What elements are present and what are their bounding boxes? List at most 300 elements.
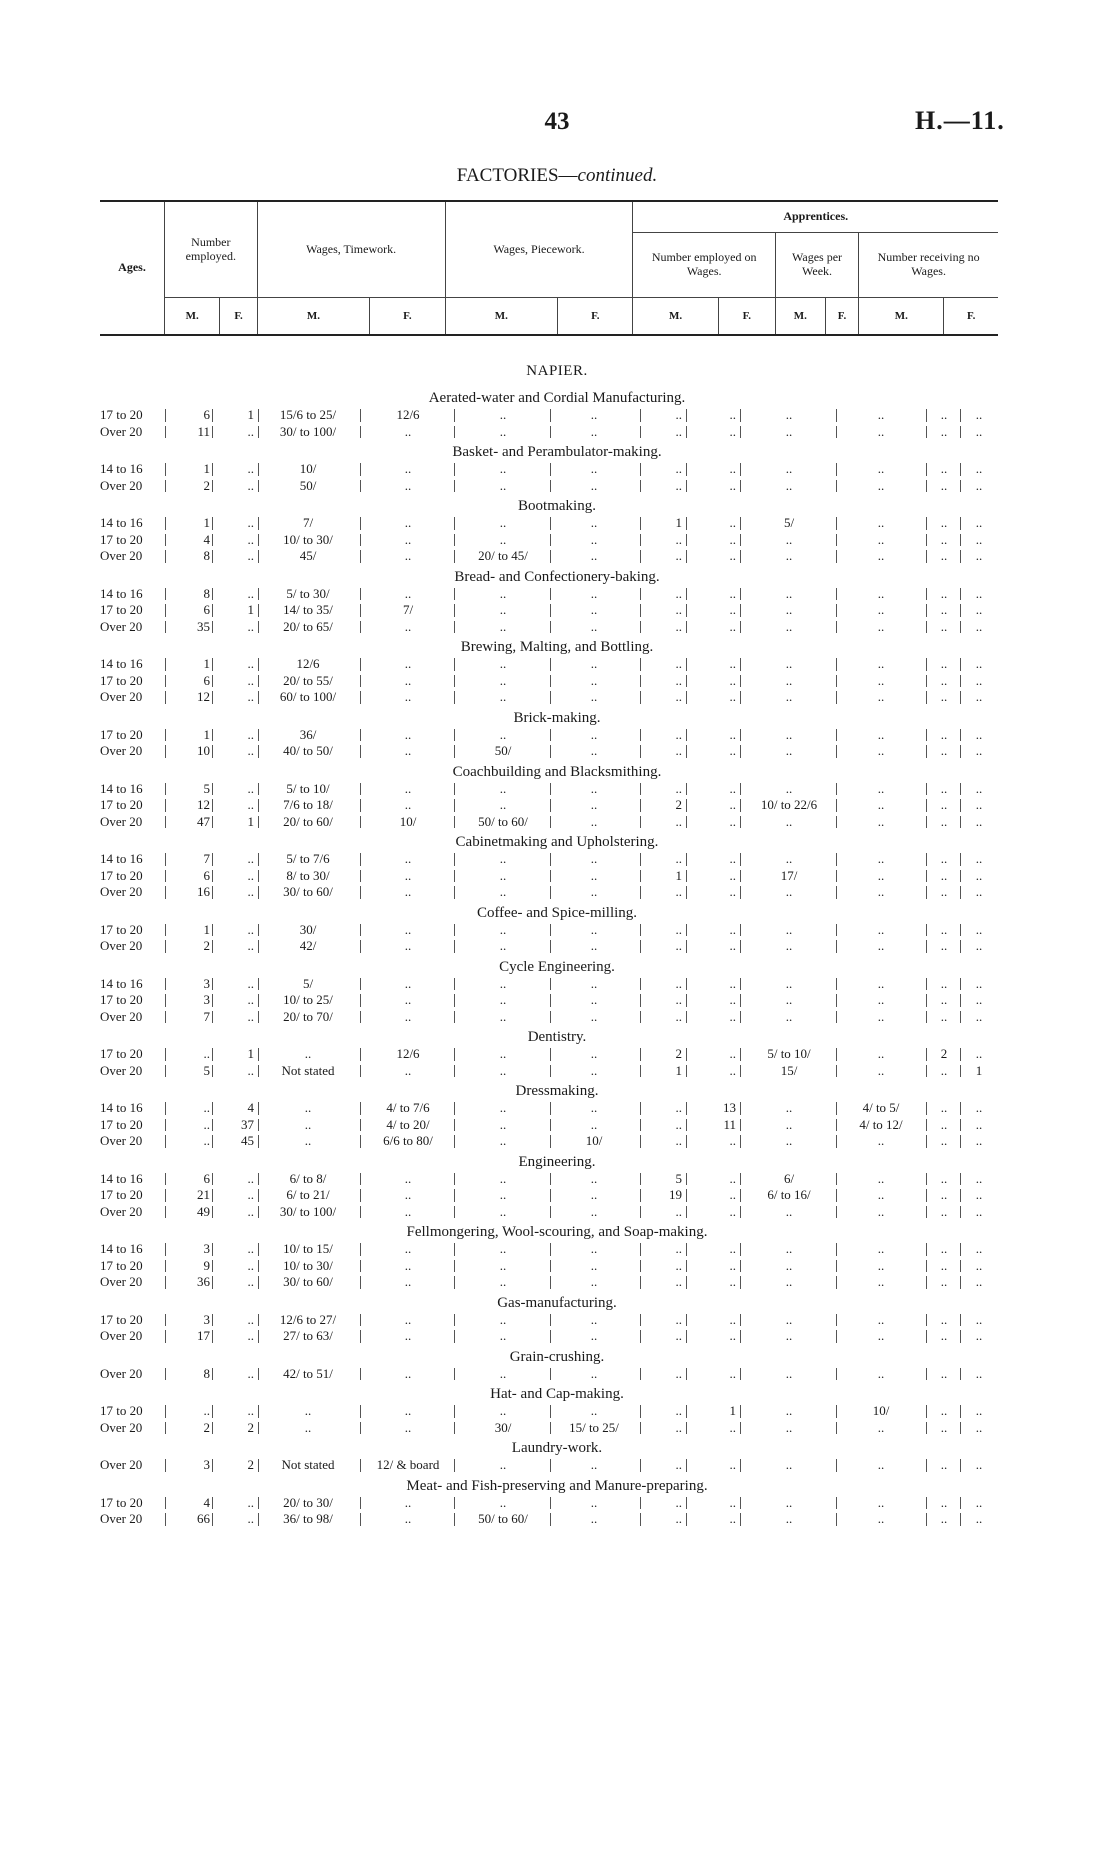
cell-app-f-wages: .. <box>877 407 885 422</box>
cell-m-employed: 49 <box>197 1203 210 1219</box>
cell-f-piecework: .. <box>590 1511 598 1526</box>
cell-app-m-employed: .. <box>675 585 682 601</box>
cell-m-piecework: .. <box>499 938 507 953</box>
cell-f-employed: .. <box>247 585 254 601</box>
column-rule <box>454 658 455 671</box>
column-rule <box>960 816 961 829</box>
cell-f-timework: .. <box>404 1008 412 1024</box>
cell-f-timework: .. <box>404 938 412 953</box>
cell-app-m-wages: .. <box>785 1457 793 1472</box>
column-rule <box>926 1206 927 1219</box>
column-rule <box>360 1119 361 1132</box>
table-row <box>0 1420 1114 1437</box>
industry-title: Meat- and Fish-preserving and Manure-preparing. <box>406 1477 708 1494</box>
cell-app-f-wages: .. <box>877 1257 885 1273</box>
cell-f-employed: .. <box>247 1170 254 1186</box>
cell-app-f-employed: .. <box>729 1511 736 1526</box>
column-rule <box>960 924 961 937</box>
cell-m-employed: 1 <box>203 656 210 671</box>
page-number: 43 <box>544 108 570 135</box>
cell-m-piecework: .. <box>499 726 507 742</box>
column-rule <box>740 994 741 1007</box>
column-rule <box>360 1513 361 1526</box>
column-rule <box>686 621 687 634</box>
cell-m-timework: 60/ to 100/ <box>279 689 337 704</box>
cell-ages: Over 20 <box>100 938 143 953</box>
cell-app-m-no-wages: .. <box>940 1133 948 1148</box>
column-rule <box>454 1368 455 1381</box>
cell-m-timework: 36/ to 98/ <box>283 1511 333 1526</box>
cell-m-timework: 5/ to 7/6 <box>286 851 330 866</box>
cell-app-f-no-wages: .. <box>975 1311 983 1327</box>
cell-m-timework: 6/ to 8/ <box>289 1170 327 1186</box>
cell-m-piecework: .. <box>499 1241 507 1256</box>
cell-app-f-employed: .. <box>729 1419 736 1435</box>
table-row <box>0 1133 1114 1150</box>
cell-app-f-no-wages: .. <box>975 851 983 866</box>
column-rule <box>686 517 687 530</box>
cell-app-m-no-wages: .. <box>940 602 948 617</box>
cell-app-m-no-wages: .. <box>940 1241 948 1256</box>
column-rule <box>960 940 961 953</box>
cell-f-timework: .. <box>404 1511 412 1526</box>
column-rule <box>212 1422 213 1435</box>
header-app-wages-per-week: Wages per Week. <box>775 233 858 298</box>
cell-f-employed: .. <box>247 672 254 688</box>
column-rule <box>212 1513 213 1526</box>
cell-app-f-no-wages: .. <box>975 938 983 953</box>
header-app-number-employed: Number employed on Wages. <box>633 233 775 298</box>
cell-f-employed: 2 <box>247 1419 254 1435</box>
cell-f-piecework: .. <box>590 813 598 829</box>
column-rule <box>360 799 361 812</box>
cell-app-m-employed: .. <box>675 992 682 1007</box>
cell-app-m-employed: .. <box>675 1365 682 1381</box>
cell-f-timework: 12/6 <box>396 1046 420 1061</box>
cell-m-employed: 10 <box>197 743 210 758</box>
column-rule <box>960 1368 961 1381</box>
cell-ages: Over 20 <box>100 477 143 493</box>
cell-ages: Over 20 <box>100 1511 143 1526</box>
cell-app-f-no-wages: .. <box>975 813 983 829</box>
column-rule <box>686 1459 687 1472</box>
column-rule <box>360 691 361 704</box>
column-rule <box>258 783 259 796</box>
cell-app-m-employed: .. <box>675 1457 682 1472</box>
cell-f-employed: 1 <box>247 813 254 829</box>
header-m: M. <box>257 298 370 336</box>
column-rule <box>926 853 927 866</box>
cell-app-m-wages: .. <box>785 1419 793 1435</box>
cell-m-piecework: .. <box>499 656 507 671</box>
cell-m-timework: 30/ to 100/ <box>279 1203 337 1219</box>
cell-app-f-employed: .. <box>729 585 736 601</box>
column-rule <box>212 1173 213 1186</box>
column-rule <box>360 1314 361 1327</box>
cell-m-piecework: .. <box>499 1311 507 1327</box>
column-rule <box>212 1276 213 1289</box>
column-rule <box>686 691 687 704</box>
cell-app-m-wages: .. <box>785 1133 793 1148</box>
header-ages: Ages. <box>100 201 165 335</box>
column-rule <box>686 1048 687 1061</box>
column-rule <box>926 1173 927 1186</box>
column-rule <box>740 783 741 796</box>
cell-f-piecework: .. <box>590 477 598 493</box>
column-rule <box>258 924 259 937</box>
cell-m-timework: 20/ to 70/ <box>283 1008 333 1024</box>
cell-app-m-wages: .. <box>785 461 793 476</box>
cell-m-timework: 10/ to 25/ <box>283 992 333 1007</box>
cell-m-employed: 4 <box>203 531 210 547</box>
column-rule <box>165 816 166 829</box>
column-rule <box>360 1497 361 1510</box>
table-row <box>0 868 1114 885</box>
column-rule <box>360 534 361 547</box>
column-rule <box>454 1422 455 1435</box>
column-rule <box>360 816 361 829</box>
industry-title: Fellmongering, Wool-scouring, and Soap-making. <box>406 1224 708 1240</box>
cell-app-f-employed: .. <box>729 1187 736 1202</box>
industry-title: Basket- and Perambulator-making. <box>452 444 662 460</box>
table-row <box>0 548 1114 565</box>
column-rule <box>165 675 166 688</box>
column-rule <box>212 409 213 422</box>
column-rule <box>212 1260 213 1273</box>
cell-m-employed: 47 <box>197 813 210 829</box>
cell-m-piecework: 50/ to 60/ <box>478 813 528 829</box>
cell-ages: 17 to 20 <box>100 1494 143 1510</box>
table-row <box>0 976 1114 993</box>
cell-f-timework: .. <box>404 477 412 493</box>
column-rule <box>212 604 213 617</box>
cell-m-employed: 16 <box>197 884 210 899</box>
cell-app-m-employed: .. <box>675 921 682 937</box>
column-rule <box>165 1497 166 1510</box>
cell-f-piecework: .. <box>590 1403 598 1418</box>
column-rule <box>258 1497 259 1510</box>
cell-app-m-employed: .. <box>675 531 682 547</box>
column-rule <box>165 886 166 899</box>
cell-app-m-wages: .. <box>785 743 793 758</box>
column-rule <box>454 1330 455 1343</box>
cell-m-timework: 40/ to 50/ <box>283 743 333 758</box>
column-rule <box>258 550 259 563</box>
column-rule <box>360 1206 361 1219</box>
cell-app-m-wages: .. <box>785 407 793 422</box>
cell-app-f-employed: .. <box>729 672 736 688</box>
header-f: F. <box>370 298 445 336</box>
cell-f-employed: .. <box>247 461 254 476</box>
cell-app-m-wages: .. <box>785 1116 793 1132</box>
cell-m-timework: 5/ to 10/ <box>286 780 330 796</box>
column-rule <box>165 853 166 866</box>
cell-app-f-wages: .. <box>877 851 885 866</box>
column-rule <box>165 1102 166 1115</box>
column-rule <box>258 658 259 671</box>
cell-f-timework: .. <box>404 992 412 1007</box>
cell-m-employed: 1 <box>203 515 210 530</box>
cell-app-m-no-wages: .. <box>940 1494 948 1510</box>
cell-app-f-employed: .. <box>729 884 736 899</box>
column-rule <box>454 745 455 758</box>
column-rule <box>960 799 961 812</box>
cell-app-f-wages: .. <box>877 1203 885 1219</box>
cell-app-f-no-wages: .. <box>975 921 983 937</box>
cell-f-employed: .. <box>247 531 254 547</box>
cell-f-piecework: .. <box>590 548 598 563</box>
cell-app-m-no-wages: .. <box>940 548 948 563</box>
column-rule <box>212 994 213 1007</box>
table-row <box>0 1258 1114 1275</box>
cell-f-piecework: .. <box>590 689 598 704</box>
column-rule <box>960 1405 961 1418</box>
cell-app-f-wages: .. <box>877 726 885 742</box>
column-rule <box>960 1135 961 1148</box>
table-row <box>0 938 1114 955</box>
cell-f-piecework: .. <box>590 1365 598 1381</box>
cell-f-piecework: .. <box>590 780 598 796</box>
column-rule <box>454 480 455 493</box>
column-rule <box>454 1119 455 1132</box>
column-rule <box>960 675 961 688</box>
column-rule <box>212 1102 213 1115</box>
cell-f-piecework: .. <box>590 515 598 530</box>
column-rule <box>454 1513 455 1526</box>
cell-f-timework: .. <box>404 423 412 439</box>
industry-title: Bread- and Confectionery-baking. <box>454 568 660 585</box>
cell-f-employed: .. <box>247 1494 254 1510</box>
cell-m-piecework: .. <box>499 780 507 796</box>
column-rule <box>960 1243 961 1256</box>
column-rule <box>360 1189 361 1202</box>
column-rule <box>686 799 687 812</box>
column-rule <box>454 1065 455 1078</box>
column-rule <box>740 1119 741 1132</box>
cell-ages: Over 20 <box>100 1062 143 1078</box>
column-rule <box>454 1206 455 1219</box>
cell-app-f-employed: .. <box>729 851 736 866</box>
column-rule <box>360 1422 361 1435</box>
cell-app-f-wages: .. <box>877 602 885 617</box>
table-row <box>0 1241 1114 1258</box>
column-rule <box>926 463 927 476</box>
cell-m-employed: 5 <box>203 1062 210 1078</box>
column-rule <box>960 729 961 742</box>
table-row <box>0 1312 1114 1329</box>
region-heading: NAPIER. <box>526 363 588 379</box>
industry-title: Grain-crushing. <box>509 1348 605 1365</box>
cell-app-m-wages: .. <box>785 1100 793 1115</box>
header-m: M. <box>445 298 558 336</box>
cell-app-f-wages: .. <box>877 461 885 476</box>
column-rule <box>360 924 361 937</box>
cell-app-m-wages: .. <box>785 585 793 601</box>
cell-app-f-wages: .. <box>877 656 885 671</box>
column-rule <box>360 994 361 1007</box>
cell-m-employed: 3 <box>203 975 210 991</box>
cell-m-employed: 6 <box>203 407 210 422</box>
cell-m-employed: 3 <box>203 992 210 1007</box>
cell-m-piecework: .. <box>499 851 507 866</box>
cell-f-employed: .. <box>247 548 254 563</box>
column-rule <box>926 1048 927 1061</box>
column-rule <box>258 1011 259 1024</box>
column-rule <box>454 978 455 991</box>
cell-f-employed: .. <box>247 1062 254 1078</box>
cell-app-f-wages: .. <box>877 921 885 937</box>
cell-m-piecework: .. <box>499 1203 507 1219</box>
column-rule <box>686 1513 687 1526</box>
column-rule <box>258 463 259 476</box>
cell-app-f-employed: .. <box>729 407 736 422</box>
cell-ages: 14 to 16 <box>100 461 143 476</box>
column-header <box>100 200 998 336</box>
column-rule <box>212 1011 213 1024</box>
cell-app-m-no-wages: .. <box>940 851 948 866</box>
cell-app-f-no-wages: .. <box>975 797 983 812</box>
column-rule <box>258 1243 259 1256</box>
column-rule <box>926 783 927 796</box>
cell-app-f-employed: .. <box>729 656 736 671</box>
cell-app-m-no-wages: .. <box>940 797 948 812</box>
column-rule <box>960 621 961 634</box>
column-rule <box>926 870 927 883</box>
column-rule <box>258 480 259 493</box>
column-rule <box>686 604 687 617</box>
column-rule <box>454 675 455 688</box>
column-rule <box>360 426 361 439</box>
cell-app-m-employed: .. <box>675 1203 682 1219</box>
header-m: M. <box>165 298 220 336</box>
title-continued: continued. <box>577 165 658 186</box>
cell-app-f-employed: .. <box>729 423 736 439</box>
column-rule <box>960 517 961 530</box>
column-rule <box>740 621 741 634</box>
cell-app-f-no-wages: .. <box>975 1257 983 1273</box>
cell-app-f-employed: .. <box>729 1457 736 1472</box>
column-rule <box>212 463 213 476</box>
column-rule <box>454 691 455 704</box>
cell-app-f-no-wages: .. <box>975 515 983 530</box>
cell-app-f-employed: .. <box>729 1494 736 1510</box>
cell-app-m-no-wages: .. <box>940 461 948 476</box>
cell-f-timework: .. <box>404 1170 412 1186</box>
cell-m-timework: 15/6 to 25/ <box>279 407 337 422</box>
cell-app-m-employed: .. <box>675 1133 682 1148</box>
column-rule <box>926 588 927 601</box>
cell-app-f-wages: .. <box>877 1457 885 1472</box>
column-rule <box>740 480 741 493</box>
cell-m-piecework: .. <box>499 689 507 704</box>
cell-m-timework: .. <box>304 1419 312 1435</box>
cell-app-f-employed: .. <box>729 1008 736 1024</box>
cell-m-timework: .. <box>304 1046 312 1061</box>
cell-f-timework: .. <box>404 1328 412 1343</box>
column-rule <box>960 1314 961 1327</box>
column-rule <box>165 799 166 812</box>
cell-app-m-no-wages: .. <box>940 1403 948 1418</box>
cell-app-f-wages: .. <box>877 1187 885 1202</box>
column-rule <box>454 1102 455 1115</box>
column-rule <box>258 1513 259 1526</box>
cell-app-m-wages: .. <box>785 1403 793 1418</box>
column-rule <box>454 1314 455 1327</box>
column-rule <box>258 940 259 953</box>
column-rule <box>165 1119 166 1132</box>
cell-app-f-employed: .. <box>729 1328 736 1343</box>
cell-app-m-employed: .. <box>675 461 682 476</box>
cell-ages: Over 20 <box>100 1457 143 1472</box>
column-rule <box>960 978 961 991</box>
header-f: F. <box>558 298 633 336</box>
column-rule <box>165 1173 166 1186</box>
cell-f-piecework: .. <box>590 1170 598 1186</box>
cell-app-f-no-wages: 1 <box>975 1062 983 1078</box>
table-row <box>0 1187 1114 1204</box>
column-rule <box>926 978 927 991</box>
cell-f-timework: .. <box>404 1419 412 1435</box>
column-rule <box>926 1405 927 1418</box>
column-rule <box>740 1405 741 1418</box>
column-rule <box>165 480 166 493</box>
industry-title: Hat- and Cap-making. <box>490 1386 624 1402</box>
cell-f-piecework: .. <box>590 1257 598 1273</box>
column-rule <box>740 1173 741 1186</box>
cell-app-m-no-wages: .. <box>940 1274 948 1289</box>
cell-app-f-no-wages: .. <box>975 618 983 634</box>
column-rule <box>360 604 361 617</box>
cell-f-piecework: .. <box>590 975 598 991</box>
cell-f-piecework: .. <box>590 407 598 422</box>
cell-app-m-no-wages: .. <box>940 975 948 991</box>
column-rule <box>686 1011 687 1024</box>
cell-f-piecework: .. <box>590 1241 598 1256</box>
column-rule <box>454 588 455 601</box>
cell-app-f-no-wages: .. <box>975 1494 983 1510</box>
cell-app-f-no-wages: .. <box>975 1100 983 1115</box>
column-rule <box>360 1276 361 1289</box>
column-rule <box>212 1497 213 1510</box>
cell-ages: Over 20 <box>100 1008 143 1024</box>
cell-app-m-no-wages: .. <box>940 515 948 530</box>
column-rule <box>926 1459 927 1472</box>
column-rule <box>960 1459 961 1472</box>
cell-app-m-employed: 1 <box>675 1062 682 1078</box>
column-rule <box>686 1422 687 1435</box>
cell-m-piecework: .. <box>499 407 507 422</box>
column-rule <box>960 550 961 563</box>
column-rule <box>740 745 741 758</box>
cell-app-f-no-wages: .. <box>975 1008 983 1024</box>
column-rule <box>258 1422 259 1435</box>
cell-app-m-wages: .. <box>785 780 793 796</box>
column-rule <box>454 994 455 1007</box>
column-rule <box>212 517 213 530</box>
column-rule <box>212 1065 213 1078</box>
cell-m-timework: 42/ <box>299 938 317 953</box>
cell-app-f-employed: .. <box>729 548 736 563</box>
column-rule <box>360 409 361 422</box>
column-rule <box>360 870 361 883</box>
cell-app-f-wages: .. <box>877 548 885 563</box>
cell-ages: Over 20 <box>100 1133 143 1148</box>
cell-ages: Over 20 <box>100 1365 143 1381</box>
cell-app-f-wages: .. <box>877 938 885 953</box>
cell-m-piecework: 50/ <box>494 743 512 758</box>
column-rule <box>740 853 741 866</box>
cell-m-piecework: .. <box>499 423 507 439</box>
